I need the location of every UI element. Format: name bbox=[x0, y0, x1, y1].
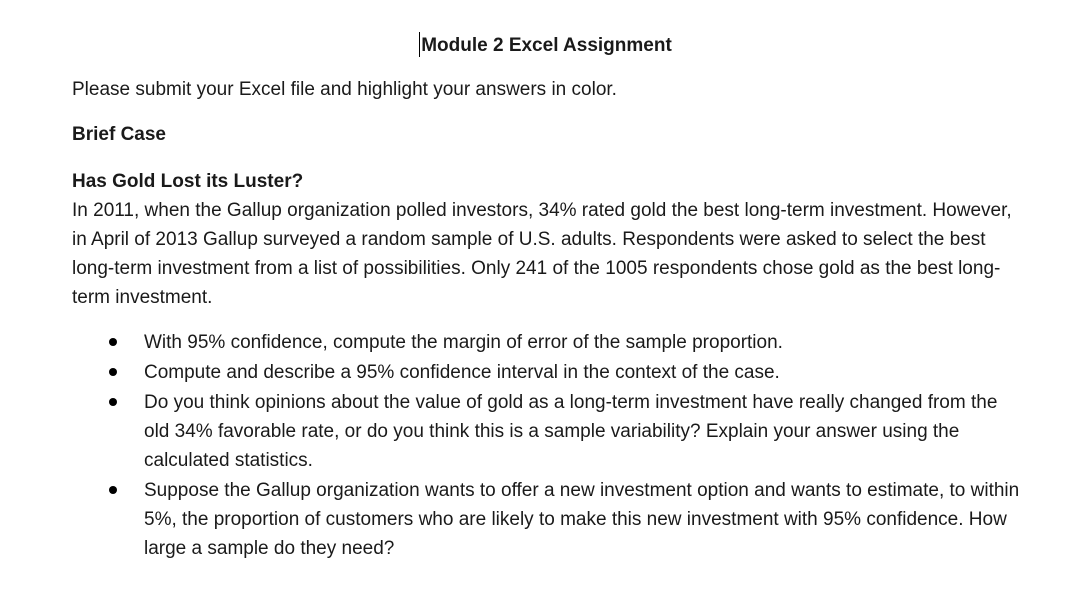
intro-paragraph: Please submit your Excel file and highlight your answers in color. bbox=[72, 79, 617, 100]
question-text: Compute and describe a 95% confidence interval in the context of the case. bbox=[144, 362, 780, 383]
document-title-row bbox=[0, 32, 1091, 59]
list-item bbox=[72, 476, 1022, 563]
case-heading: Has Gold Lost its Luster? bbox=[72, 171, 304, 192]
list-item bbox=[72, 328, 1022, 357]
question-text: With 95% confidence, compute the margin of error of the sample proportion. bbox=[144, 332, 783, 353]
document-title: Module 2 Excel Assignment bbox=[421, 35, 672, 56]
case-block bbox=[72, 167, 1017, 312]
bullet-icon bbox=[109, 338, 117, 346]
list-item bbox=[72, 388, 1022, 475]
list-item bbox=[72, 358, 1022, 387]
bullet-icon bbox=[109, 368, 117, 376]
bullet-icon bbox=[109, 486, 117, 494]
bullet-icon bbox=[109, 398, 117, 406]
question-text: Do you think opinions about the value of gold as a long-term investment have really changed from the old 34% favorable rate, or do you think this is a sample variability? Explain your answer using the calculated statistics. bbox=[144, 392, 998, 471]
question-text: Suppose the Gallup organization wants to offer a new investment option and wants to estimate, to within 5%, the proportion of customers who are likely to make this new investment with 95% confidence. How large a sample do they need? bbox=[144, 480, 1020, 559]
section-heading: Brief Case bbox=[72, 124, 166, 145]
case-body: In 2011, when the Gallup organization polled investors, 34% rated gold the best long-term investment. However, in April of 2013 Gallup surveyed a random sample of U.S. adults. Respondents were asked to select the best long-term investment from a list of possibilities. Only 241 of the 1005 respondents chose gold as the best long-term investment. bbox=[72, 200, 1012, 308]
question-list bbox=[72, 328, 1022, 564]
